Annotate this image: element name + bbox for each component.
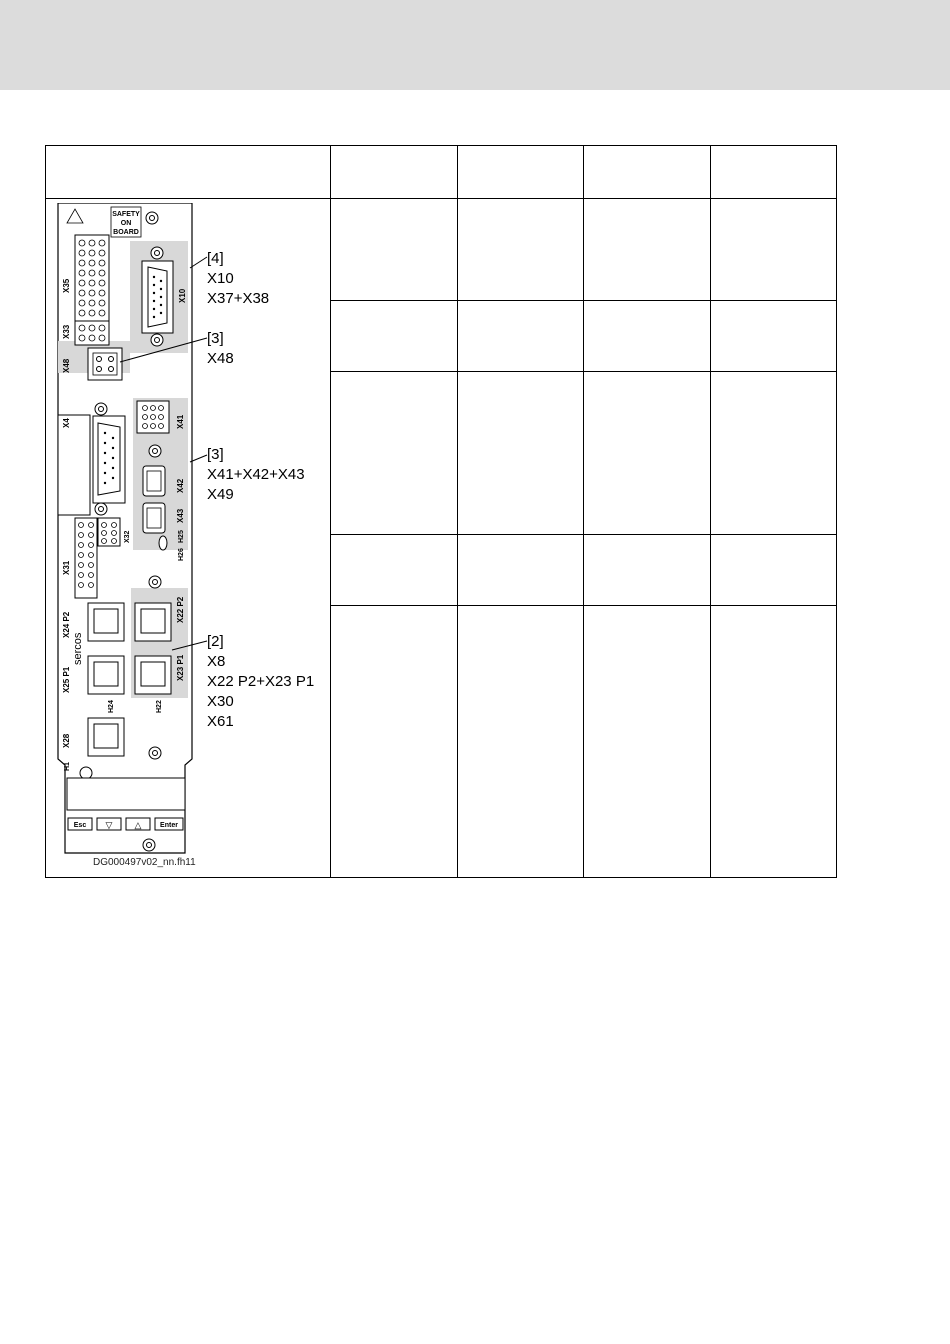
callout-line: X10 [207, 270, 234, 287]
label-h26: H26 [178, 548, 185, 561]
label-h24: H24 [108, 700, 115, 713]
label-x42: X42 [176, 478, 185, 493]
label-x48: X48 [62, 358, 71, 373]
callout-line: X48 [207, 350, 234, 367]
up-key-label: △ [134, 820, 142, 830]
label-sercos: sercos [72, 632, 84, 665]
label-h22: H22 [156, 700, 163, 713]
enter-key-label: Enter [160, 822, 178, 829]
callout-line: X8 [207, 653, 226, 670]
callout-line: [4] [207, 250, 224, 267]
label-x43: X43 [176, 508, 185, 523]
label-x28: X28 [62, 733, 71, 748]
callout-line: X30 [207, 693, 234, 710]
label-x23-p1: X23 P1 [176, 654, 185, 681]
label-h25: H25 [178, 530, 185, 543]
label-x31: X31 [62, 560, 71, 575]
callout-line: X37+X38 [207, 290, 270, 307]
callout-line: X61 [207, 713, 234, 730]
label-x24-p2: X24 P2 [62, 611, 71, 638]
safety-label-line3: BOARD [113, 229, 139, 236]
safety-label-line2: ON [120, 220, 132, 227]
callout-line: X49 [207, 486, 234, 503]
label-x4: X4 [62, 418, 71, 428]
callout-line: [3] [207, 330, 224, 347]
down-key-label: ▽ [105, 820, 113, 830]
figure-caption: DG000497v02_nn.fh11 [93, 857, 196, 868]
safety-label-line1: SAFETY [112, 211, 140, 218]
label-x35: X35 [62, 278, 71, 293]
label-x10: X10 [178, 288, 187, 303]
callout-2 [207, 632, 314, 732]
label-h1: H1 [64, 762, 71, 771]
label-x25-p1: X25 P1 [62, 666, 71, 693]
callout-line: X22 P2+X23 P1 [207, 673, 315, 690]
callout-line: [3] [207, 446, 224, 463]
label-x22-p2: X22 P2 [176, 596, 185, 623]
callout-3a [207, 329, 234, 369]
callout-4 [207, 249, 269, 309]
label-x33: X33 [62, 324, 71, 339]
esc-key-label: Esc [73, 822, 87, 829]
label-x41: X41 [176, 414, 185, 429]
callout-3b [207, 445, 305, 505]
label-x32: X32 [124, 530, 131, 543]
callout-line: X41+X42+X43 [207, 466, 305, 483]
callout-line: [2] [207, 633, 224, 650]
